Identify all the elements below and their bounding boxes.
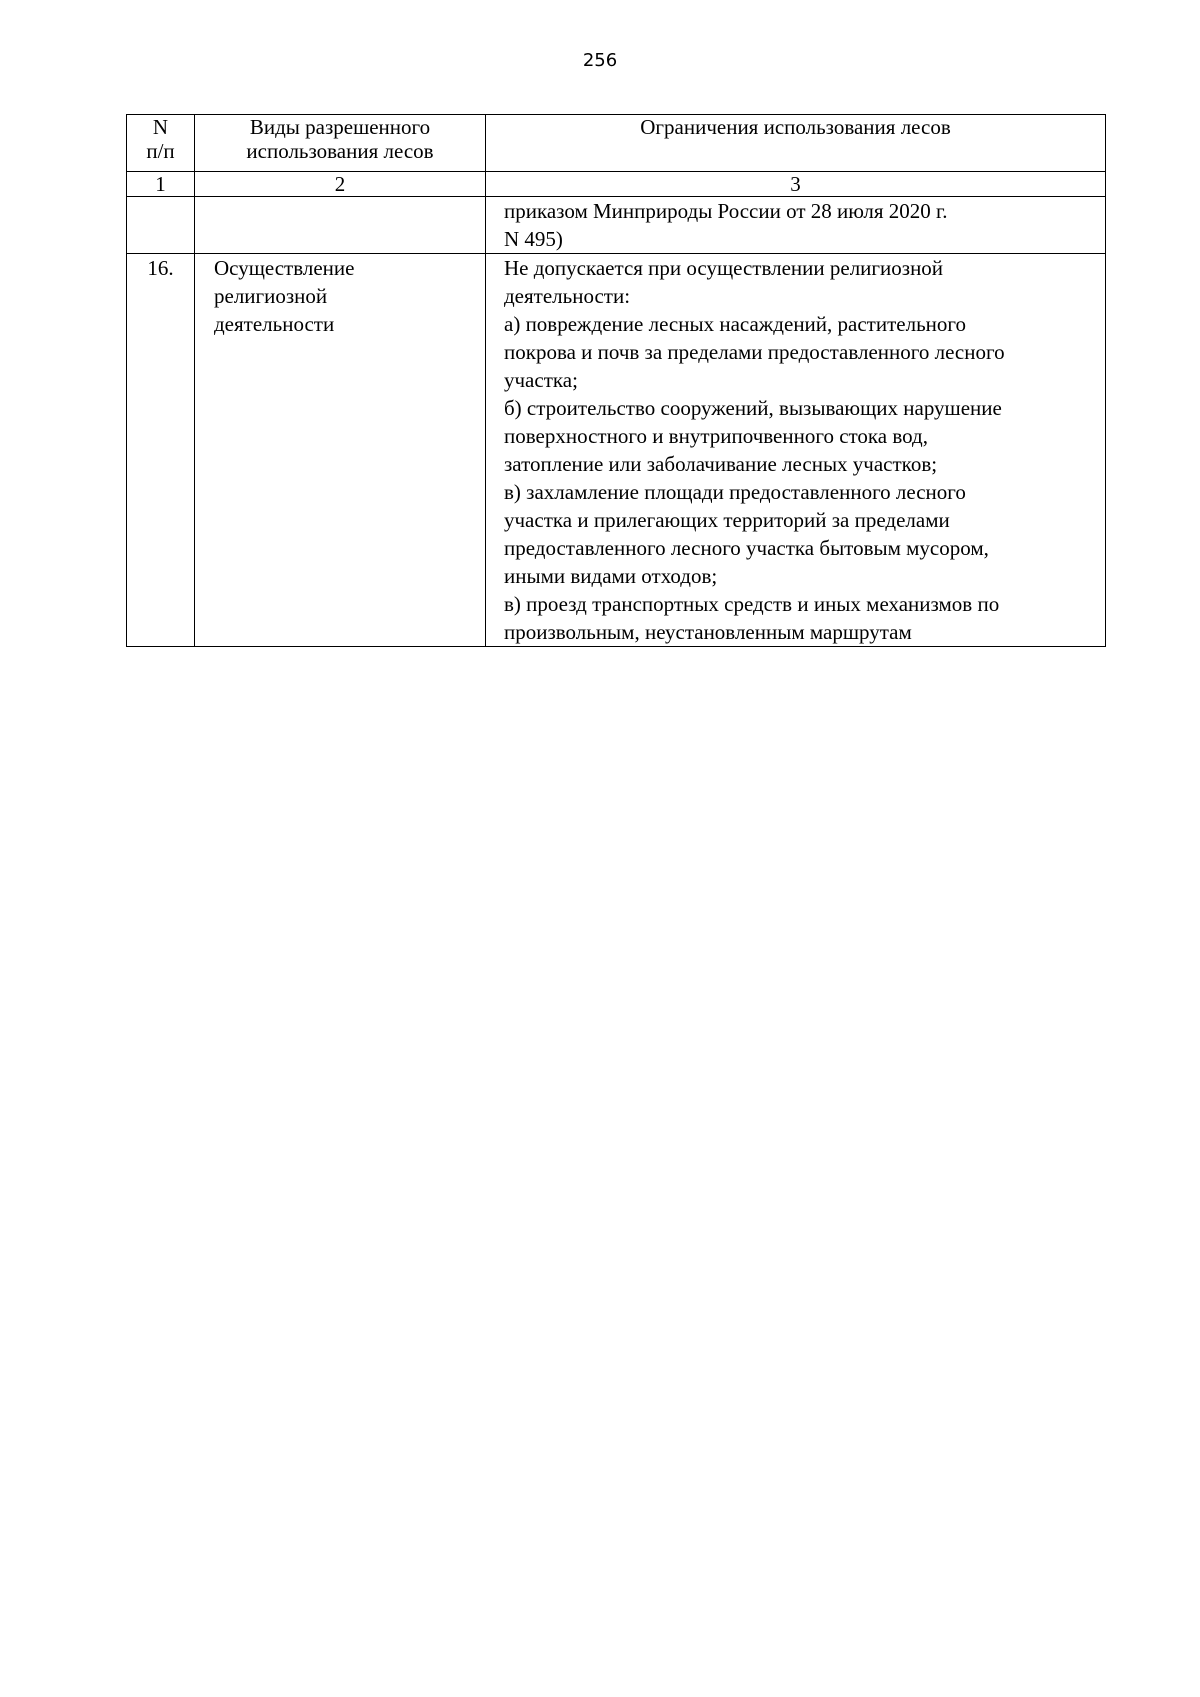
- restrictions-cell: [486, 254, 1106, 647]
- header-restrictions-line: Ограничения использования лесов: [640, 115, 951, 139]
- column-number-1: 1: [127, 172, 195, 197]
- text-line: предоставленного лесного участка бытовым мусором,: [504, 536, 989, 560]
- row-number-cell: 16.: [127, 254, 195, 647]
- table-row: [127, 197, 1106, 254]
- continuation-restrictions-cell: [486, 197, 1106, 254]
- text-line: участка;: [504, 368, 578, 392]
- text-line: затопление или заболачивание лесных участков;: [504, 452, 938, 476]
- text-line: религиозной: [214, 284, 328, 308]
- header-restrictions: [486, 115, 1106, 172]
- text-line: деятельности:: [504, 284, 631, 308]
- header-number-line: п/п: [146, 139, 175, 163]
- text-line: иными видами отходов;: [504, 564, 718, 588]
- continuation-number-cell: [127, 197, 195, 254]
- header-use-type-line: использования лесов: [246, 139, 434, 163]
- page-number: 256: [582, 50, 618, 71]
- text-line: в) захламление площади предоставленного лесного: [504, 480, 966, 504]
- text-line: N 495): [504, 227, 563, 251]
- column-number-2: 2: [195, 172, 486, 197]
- text-line: Осуществление: [214, 256, 355, 280]
- continuation-use-cell: [195, 197, 486, 254]
- text-line: в) проезд транспортных средств и иных механизмов по: [504, 592, 1000, 616]
- column-number-3: 3: [486, 172, 1106, 197]
- header-number-line: N: [152, 115, 169, 139]
- text-line: поверхностного и внутрипочвенного стока вод,: [504, 424, 928, 448]
- text-line: деятельности: [214, 312, 335, 336]
- table-row: [127, 254, 1106, 647]
- text-line: произвольным, неустановленным маршрутам: [504, 620, 912, 644]
- text-line: Не допускается при осуществлении религиозной: [504, 256, 944, 280]
- column-number-row: [127, 172, 1106, 197]
- text-line: б) строительство сооружений, вызывающих нарушение: [504, 396, 1002, 420]
- use-type-cell: [195, 254, 486, 647]
- header-number: [127, 115, 195, 172]
- text-line: а) повреждение лесных насаждений, растительного: [504, 312, 966, 336]
- table-header-row: [127, 115, 1106, 172]
- text-line: приказом Минприроды России от 28 июля 2020 г.: [504, 199, 948, 223]
- text-line: участка и прилегающих территорий за пределами: [504, 508, 950, 532]
- header-use-type-line: Виды разрешенного: [249, 115, 431, 139]
- forest-use-restrictions-table: [126, 114, 1106, 647]
- text-line: покрова и почв за пределами предоставленного лесного: [504, 340, 1005, 364]
- header-use-type: [195, 115, 486, 172]
